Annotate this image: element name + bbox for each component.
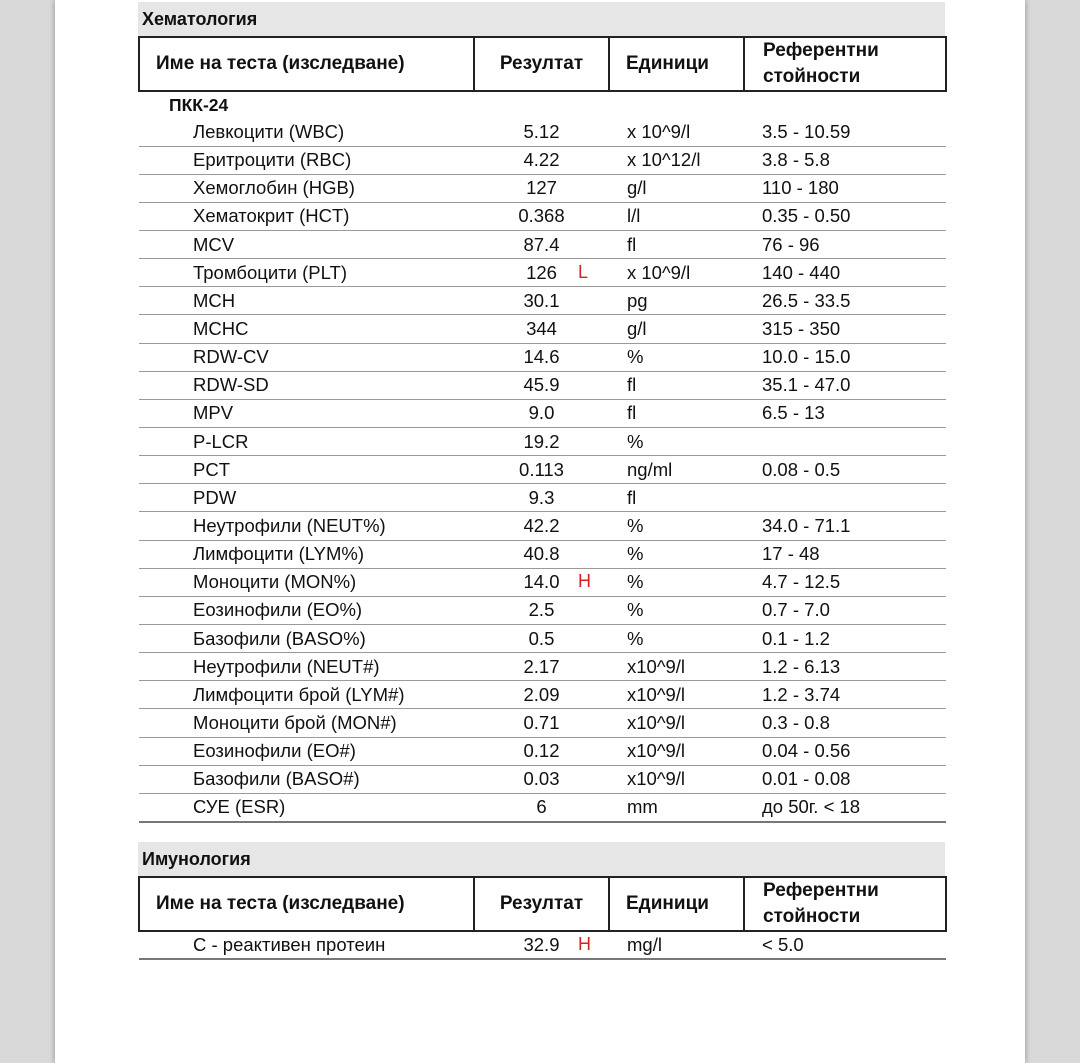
table-row xyxy=(139,174,946,202)
header-test-name: Име на теста (изследване) xyxy=(139,37,474,91)
result-cell xyxy=(474,174,609,202)
result-cell xyxy=(474,146,609,174)
reference-range: 0.08 - 0.5 xyxy=(744,456,946,484)
result-value: 19.2 xyxy=(523,430,560,452)
section-title: Имунология xyxy=(138,842,945,876)
units: x10^9/l xyxy=(609,709,744,737)
test-name: MPV xyxy=(139,399,474,427)
header-units: Единици xyxy=(609,37,744,91)
units: fl xyxy=(609,371,744,399)
result-cell xyxy=(474,202,609,230)
result-value: 4.22 xyxy=(523,149,560,171)
units: fl xyxy=(609,484,744,512)
test-name: Неутрофили (NEUT%) xyxy=(139,512,474,540)
table-row xyxy=(139,315,946,343)
table-row xyxy=(139,428,946,456)
table-row xyxy=(139,681,946,709)
result-cell xyxy=(474,118,609,146)
reference-range: 26.5 - 33.5 xyxy=(744,287,946,315)
reference-range: 140 - 440 xyxy=(744,259,946,287)
header-result: Резултат xyxy=(474,37,609,91)
units: mm xyxy=(609,793,744,821)
result-value: 45.9 xyxy=(523,374,560,396)
test-name: MCH xyxy=(139,287,474,315)
table-row xyxy=(139,202,946,230)
reference-range: 3.5 - 10.59 xyxy=(744,118,946,146)
table-row xyxy=(139,793,946,821)
header-reference-line2: стойности xyxy=(763,906,861,927)
units: % xyxy=(609,428,744,456)
test-name: Лимфоцити брой (LYM#) xyxy=(139,681,474,709)
test-name: Базофили (BASO#) xyxy=(139,765,474,793)
result-value: 9.3 xyxy=(528,486,555,508)
table-row xyxy=(139,737,946,765)
header-test-name: Име на теста (изследване) xyxy=(139,877,474,931)
result-flag: H xyxy=(578,934,591,955)
test-name: Еозинофили (EO#) xyxy=(139,737,474,765)
test-name: MCV xyxy=(139,231,474,259)
result-value: 0.5 xyxy=(528,627,555,649)
units: % xyxy=(609,625,744,653)
result-value: 9.0 xyxy=(528,402,555,424)
table-row xyxy=(139,931,946,959)
units: x10^9/l xyxy=(609,765,744,793)
table-row xyxy=(139,287,946,315)
units: ng/ml xyxy=(609,456,744,484)
header-reference xyxy=(744,37,946,91)
group-label: ПКК-24 xyxy=(169,94,229,115)
test-name: Еритроцити (RBC) xyxy=(139,146,474,174)
result-cell xyxy=(474,399,609,427)
reference-range: 0.01 - 0.08 xyxy=(744,765,946,793)
reference-range: 10.0 - 15.0 xyxy=(744,343,946,371)
test-name: Неутрофили (NEUT#) xyxy=(139,653,474,681)
result-value: 0.71 xyxy=(523,712,560,734)
hematology-table xyxy=(138,36,947,823)
test-name: СУЕ (ESR) xyxy=(139,793,474,821)
reference-range: 0.3 - 0.8 xyxy=(744,709,946,737)
units: % xyxy=(609,596,744,624)
result-value: 30.1 xyxy=(523,289,560,311)
table-row xyxy=(139,399,946,427)
result-cell xyxy=(474,512,609,540)
result-cell xyxy=(474,428,609,456)
result-cell xyxy=(474,343,609,371)
table-row xyxy=(139,231,946,259)
units: pg xyxy=(609,287,744,315)
test-name: PDW xyxy=(139,484,474,512)
units: mg/l xyxy=(609,931,744,959)
result-value: 14.0 xyxy=(523,571,560,593)
result-cell xyxy=(474,568,609,596)
units: fl xyxy=(609,399,744,427)
table-row xyxy=(139,568,946,596)
table-row xyxy=(139,371,946,399)
result-value: 344 xyxy=(526,318,557,340)
result-flag: H xyxy=(578,571,591,592)
result-cell xyxy=(474,681,609,709)
test-name: Еозинофили (EO%) xyxy=(139,596,474,624)
reference-range: 110 - 180 xyxy=(744,174,946,202)
header-reference-line1: Референтни xyxy=(763,880,879,901)
immunology-section xyxy=(138,842,945,960)
result-value: 0.03 xyxy=(523,768,560,790)
result-value: 40.8 xyxy=(523,543,560,565)
hematology-section xyxy=(138,2,945,823)
result-value: 0.113 xyxy=(519,458,564,480)
units: % xyxy=(609,343,744,371)
test-name: RDW-SD xyxy=(139,371,474,399)
test-name: Моноцити брой (MON#) xyxy=(139,709,474,737)
test-name: Хематокрит (HCT) xyxy=(139,202,474,230)
table-row xyxy=(139,484,946,512)
table-row xyxy=(139,596,946,624)
reference-range: 34.0 - 71.1 xyxy=(744,512,946,540)
reference-range: 17 - 48 xyxy=(744,540,946,568)
result-value: 2.17 xyxy=(523,655,560,677)
reference-range: 0.04 - 0.56 xyxy=(744,737,946,765)
result-cell xyxy=(474,793,609,821)
result-value: 2.09 xyxy=(523,683,560,705)
reference-range: 1.2 - 3.74 xyxy=(744,681,946,709)
units: g/l xyxy=(609,174,744,202)
result-cell xyxy=(474,709,609,737)
result-value: 42.2 xyxy=(523,515,560,537)
reference-range: 0.1 - 1.2 xyxy=(744,625,946,653)
result-cell xyxy=(474,931,609,959)
units: l/l xyxy=(609,202,744,230)
header-reference xyxy=(744,877,946,931)
result-cell xyxy=(474,231,609,259)
reference-range: 1.2 - 6.13 xyxy=(744,653,946,681)
units: x10^9/l xyxy=(609,653,744,681)
result-value: 0.368 xyxy=(518,205,565,227)
result-value: 126 xyxy=(526,261,557,283)
result-cell xyxy=(474,371,609,399)
result-cell xyxy=(474,625,609,653)
units: x10^9/l xyxy=(609,737,744,765)
reference-range: 4.7 - 12.5 xyxy=(744,568,946,596)
units: x 10^12/l xyxy=(609,146,744,174)
result-value: 6 xyxy=(536,796,547,818)
test-name: Моноцити (MON%) xyxy=(139,568,474,596)
result-cell xyxy=(474,765,609,793)
section-title: Хематология xyxy=(138,2,945,36)
table-row xyxy=(139,765,946,793)
reference-range: < 5.0 xyxy=(744,931,946,959)
immunology-table xyxy=(138,876,947,960)
result-value: 2.5 xyxy=(528,599,555,621)
header-reference-line2: стойности xyxy=(763,66,861,87)
table-row xyxy=(139,709,946,737)
result-value: 87.4 xyxy=(523,233,560,255)
table-row xyxy=(139,259,946,287)
result-cell xyxy=(474,596,609,624)
result-cell xyxy=(474,737,609,765)
result-flag: L xyxy=(578,261,589,282)
table-row xyxy=(139,653,946,681)
result-value: 5.12 xyxy=(523,120,560,142)
test-name: С - реактивен протеин xyxy=(139,931,474,959)
header-reference-line1: Референтни xyxy=(763,40,879,61)
units: % xyxy=(609,568,744,596)
table-row xyxy=(139,540,946,568)
reference-range: 0.7 - 7.0 xyxy=(744,596,946,624)
table-row xyxy=(139,146,946,174)
reference-range: 3.8 - 5.8 xyxy=(744,146,946,174)
reference-range: 0.35 - 0.50 xyxy=(744,202,946,230)
result-value: 127 xyxy=(526,177,557,199)
table-row xyxy=(139,625,946,653)
test-name: Лимфоцити (LYM%) xyxy=(139,540,474,568)
reference-range xyxy=(744,428,946,456)
table-row xyxy=(139,118,946,146)
result-cell xyxy=(474,653,609,681)
units: x 10^9/l xyxy=(609,118,744,146)
result-cell xyxy=(474,315,609,343)
header-units: Единици xyxy=(609,877,744,931)
reference-range: 76 - 96 xyxy=(744,231,946,259)
result-cell xyxy=(474,259,609,287)
test-name: MCHC xyxy=(139,315,474,343)
units: % xyxy=(609,512,744,540)
reference-range: 35.1 - 47.0 xyxy=(744,371,946,399)
test-name: Тромбоцити (PLT) xyxy=(139,259,474,287)
table-header-row xyxy=(139,877,946,931)
result-value: 14.6 xyxy=(523,346,560,368)
reference-range: до 50г. < 18 xyxy=(744,793,946,821)
test-name: Хемоглобин (HGB) xyxy=(139,174,474,202)
result-cell xyxy=(474,456,609,484)
table-row xyxy=(139,512,946,540)
result-value: 0.12 xyxy=(523,740,560,762)
test-name: Левкоцити (WBC) xyxy=(139,118,474,146)
reference-range: 315 - 350 xyxy=(744,315,946,343)
reference-range xyxy=(744,484,946,512)
group-row xyxy=(139,91,946,118)
test-name: Базофили (BASO%) xyxy=(139,625,474,653)
result-cell xyxy=(474,287,609,315)
table-header-row xyxy=(139,37,946,91)
units: g/l xyxy=(609,315,744,343)
units: x10^9/l xyxy=(609,681,744,709)
test-name: RDW-CV xyxy=(139,343,474,371)
units: % xyxy=(609,540,744,568)
result-cell xyxy=(474,484,609,512)
units: x 10^9/l xyxy=(609,259,744,287)
table-row xyxy=(139,456,946,484)
header-result: Резултат xyxy=(474,877,609,931)
result-cell xyxy=(474,540,609,568)
test-name: PCT xyxy=(139,456,474,484)
table-row xyxy=(139,343,946,371)
units: fl xyxy=(609,231,744,259)
result-value: 32.9 xyxy=(523,934,560,956)
reference-range: 6.5 - 13 xyxy=(744,399,946,427)
test-name: P-LCR xyxy=(139,428,474,456)
